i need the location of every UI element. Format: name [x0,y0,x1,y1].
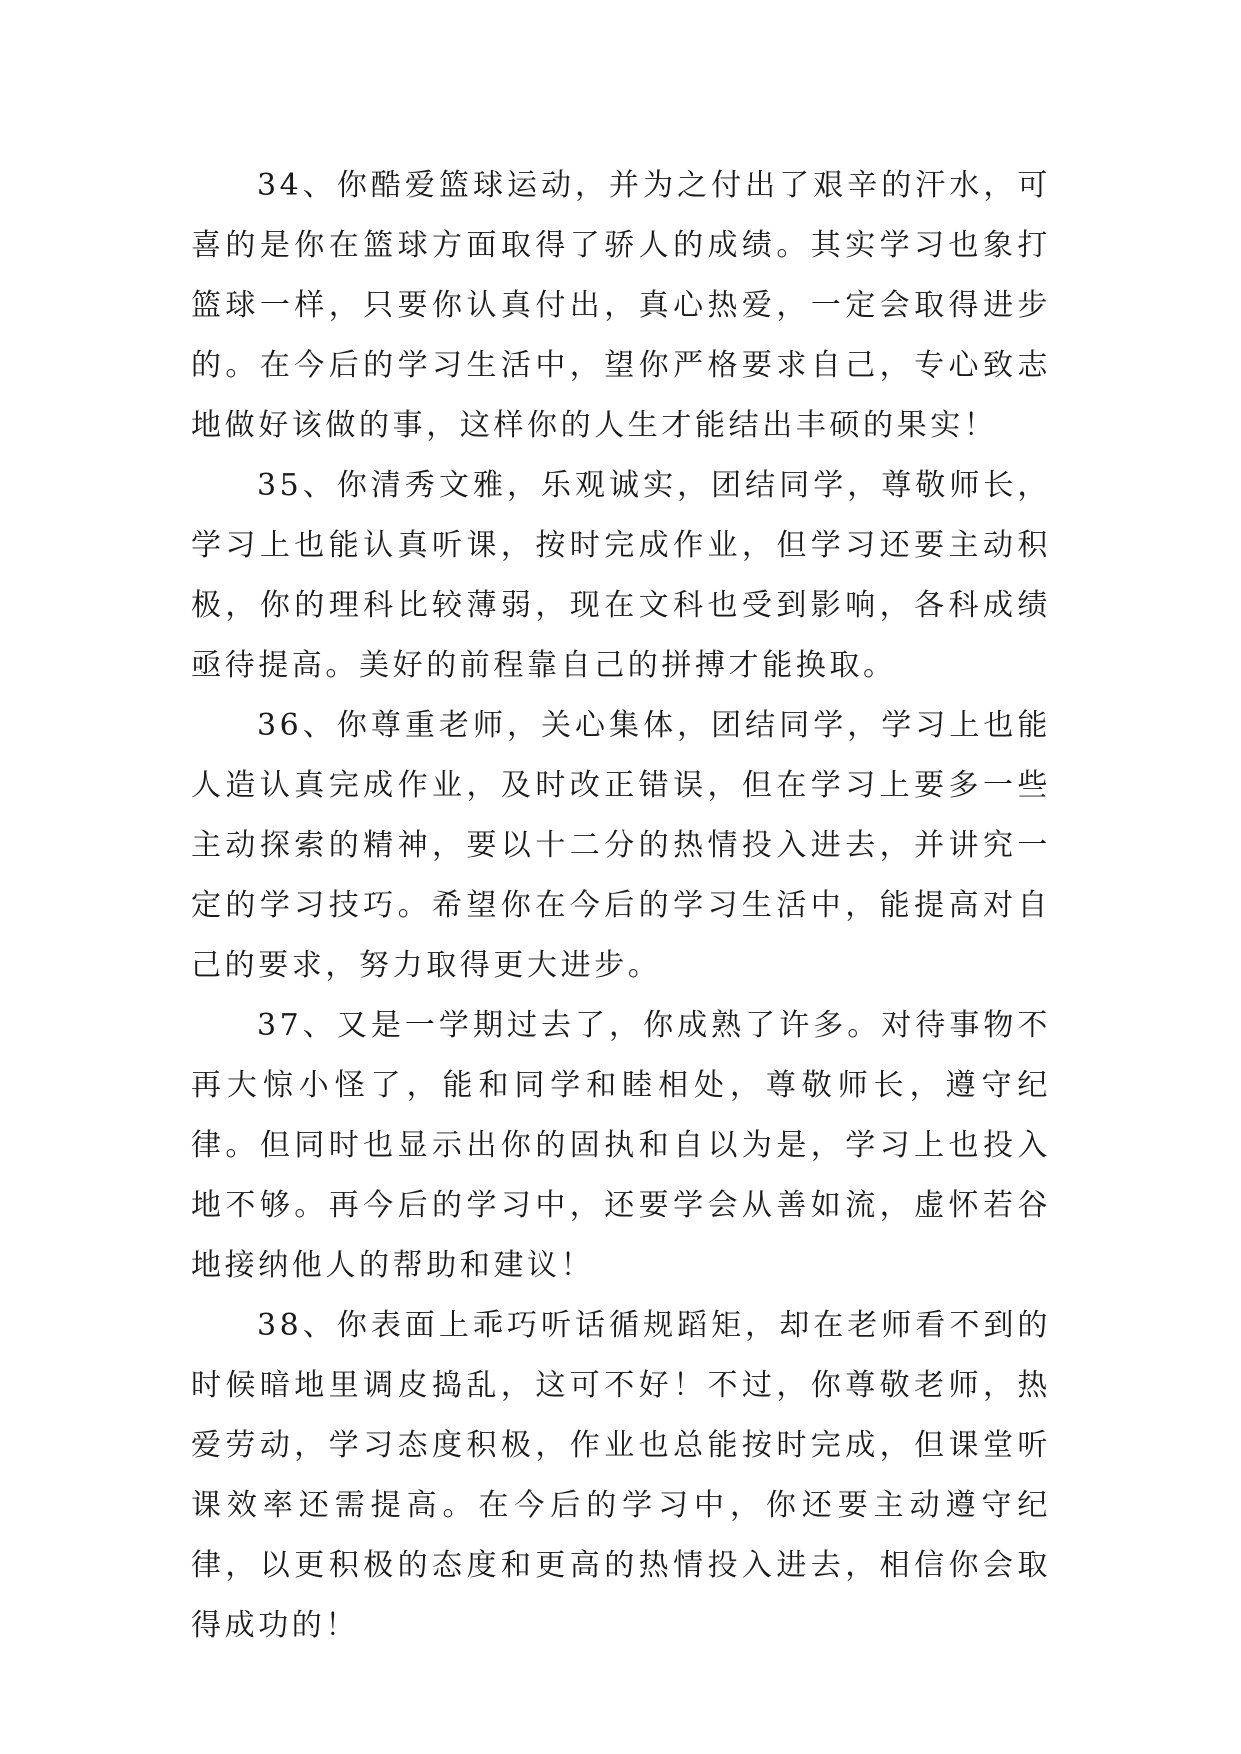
document-body [191,156,1051,1656]
comment-paragraph-34: 34、你酷爱篮球运动，并为之付出了艰辛的汗水，可喜的是你在篮球方面取得了骄人的成绩。其实学习也象打篮球一样，只要你认真付出，真心热爱，一定会取得进步的。在今后的学习生活中，望你严格要求自己，专心致志地做好该做的事，这样你的人生才能结出丰硕的果实！ [191,168,1051,443]
comment-paragraph-35: 35、你清秀文雅，乐观诚实，团结同学，尊敬师长，学习上也能认真听课，按时完成作业，但学习还要主动积极，你的理科比较薄弱，现在文科也受到影响，各科成绩亟待提高。美好的前程靠自己的拼搏才能换取。 [191,468,1051,683]
comment-paragraph-37: 37、又是一学期过去了，你成熟了许多。对待事物不再大惊小怪了，能和同学和睦相处，尊敬师长，遵守纪律。但同时也显示出你的固执和自以为是，学习上也投入地不够。再今后的学习中，还要学会从善如流，虚怀若谷地接纳他人的帮助和建议！ [191,1008,1051,1283]
comment-paragraph-36: 36、你尊重老师，关心集体，团结同学，学习上也能人造认真完成作业，及时改正错误，但在学习上要多一些主动探索的精神，要以十二分的热情投入进去，并讲究一定的学习技巧。希望你在今后的学习生活中，能提高对自己的要求，努力取得更大进步。 [191,708,1051,983]
comment-paragraph-38: 38、你表面上乖巧听话循规蹈矩，却在老师看不到的时候暗地里调皮捣乱，这可不好！不过，你尊敬老师，热爱劳动，学习态度积极，作业也总能按时完成，但课堂听课效率还需提高。在今后的学习中，你还要主动遵守纪律，以更积极的态度和更高的热情投入进去，相信你会取得成功的！ [191,1308,1051,1643]
